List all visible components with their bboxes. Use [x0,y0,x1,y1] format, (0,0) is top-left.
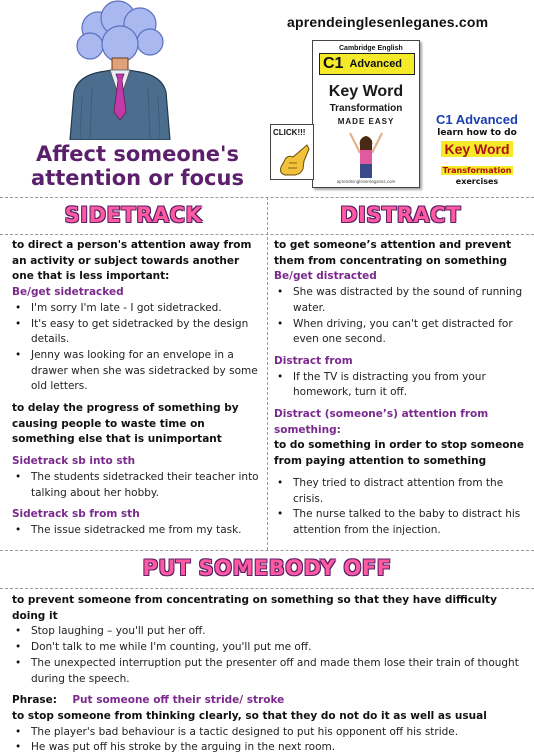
sidetrack-definition-1: to direct a person's attention away from an activity or subject towards another one that is less important: [12,239,252,283]
page-title: Affect someone's attention or focus [31,142,244,190]
example-item: • The player's bad behaviour is a tactic designed to put his opponent off his stride. [12,725,528,741]
book-transformation: Transformation [329,103,403,114]
promo-key-word: Key Word [441,141,512,157]
distract-examples-1 [274,285,528,348]
example-item: • The students sidetracked their teacher into talking about her hobby. [12,470,264,501]
example-item: • I'm sorry I'm late - I got sidetracked. [12,301,264,317]
site-url[interactable]: aprendeinglesenleganes.com [287,14,489,30]
distract-examples-3 [274,476,528,539]
distract-definition-1: to get someone’s attention and prevent them from concentrating on something [274,239,512,267]
book-footer: aprendeinglesenleganes.com [336,179,396,184]
promo-level: C1 Advanced [436,112,518,127]
distract-form-2: Distract from [274,354,353,367]
example-item: • If the TV is distracting you from your homework, turn it off. [274,370,528,401]
book-level-name: Advanced [349,58,403,70]
promo-learn: learn how to do [437,128,517,138]
click-button[interactable] [270,124,314,180]
sidetrack-heading: SIDETRACK [64,203,203,227]
sidetrack-form-1: Be/get sidetracked [12,286,124,299]
example-item: • Don't talk to me while I'm counting, you'll put me off. [12,640,528,656]
course-promo[interactable] [423,112,531,186]
click-label: CLICK!!! [273,128,306,137]
example-item: • He was put off his stroke by the arguing in the next room. [12,740,528,754]
sidetrack-section [12,238,264,539]
example-item: • When driving, you can't get distracted for even one second. [274,317,528,348]
column-divider [267,197,268,550]
book-cover[interactable] [312,40,420,188]
sidetrack-form-2: Sidetrack sb into sth [12,455,136,468]
sidetrack-definition-2: to delay the progress of something by causing people to waste time on something else that is unimportant [12,402,239,446]
put-off-heading-divider [0,588,534,589]
header [0,0,534,197]
promo-transformation: Transformation [442,166,512,175]
example-item: • The unexpected interruption put the presenter off and made them lose their train of thought during the speech. [12,656,528,687]
distract-examples-2 [274,370,528,401]
put-off-definition-2: to stop someone from thinking clearly, so that they do not do it as well as usual [12,709,487,722]
distract-heading: DISTRACT [340,203,461,227]
distract-definition-3: to do something in order to stop someone from paying attention to something [274,439,525,468]
distracted-businessman-illustration [60,0,180,140]
put-off-section [12,593,528,754]
section-divider [0,550,534,551]
phrase-row [12,693,528,709]
distract-form-3: Distract (someone’s) attention from something: [274,408,489,436]
phrase-value: Put someone off their stride/ stroke [72,694,285,707]
sidetrack-examples-2 [12,470,264,501]
example-item: • Jenny was looking for an envelope in a drawer when she was sidetracked by some old letters. [12,348,264,395]
put-off-heading: PUT SOMEBODY OFF [142,556,392,580]
put-off-examples-1 [12,624,528,687]
example-item: • Stop laughing – you'll put her off. [12,624,528,640]
book-level: C1 [323,55,344,72]
pointing-hand-icon [277,141,311,177]
example-item: • The nurse talked to the baby to distract his attention from the injection. [274,507,528,538]
book-key-word: Key Word [328,83,404,100]
distract-form-1: Be/get distracted [274,270,377,283]
phrase-label: Phrase: [12,694,58,707]
put-off-examples-2 [12,725,528,754]
distract-section [274,238,528,539]
promo-exercises: exercises [455,177,499,186]
example-item: • They tried to distract attention from the crisis. [274,476,528,507]
book-level-banner [319,53,415,75]
sidetrack-examples-3 [12,523,264,539]
example-item: • The issue sidetracked me from my task. [12,523,264,539]
put-off-definition-1: to prevent someone from concentrating on something so that they have difficulty doing it [12,594,497,622]
cheering-girl-illustration [346,129,386,181]
example-item: • It's easy to get sidetracked by the design details. [12,317,264,348]
sidetrack-form-3: Sidetrack sb from sth [12,508,140,521]
sidetrack-examples-1 [12,301,264,395]
example-item: • She was distracted by the sound of running water. [274,285,528,316]
book-made-easy: MADE EASY [337,117,395,126]
book-cambridge-label: Cambridge English [339,45,403,52]
